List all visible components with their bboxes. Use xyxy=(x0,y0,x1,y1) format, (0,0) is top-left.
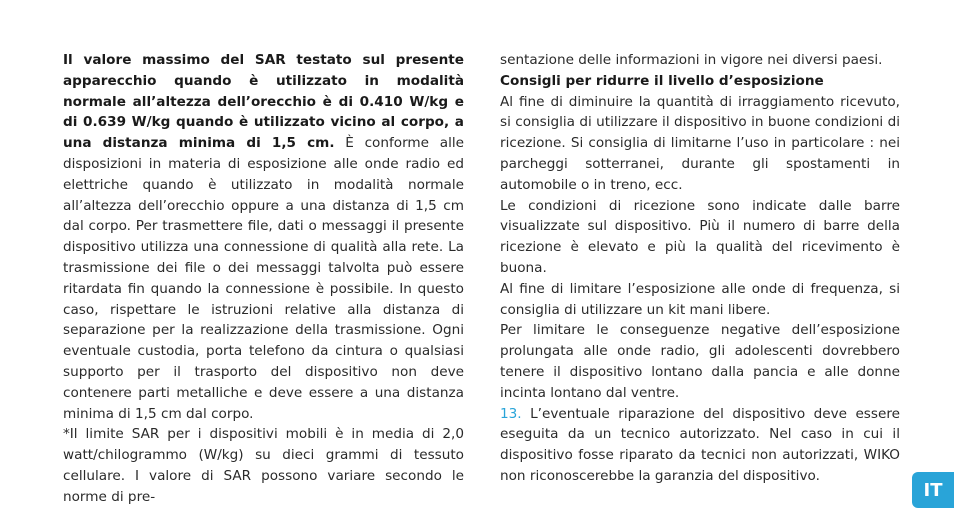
repair-paragraph xyxy=(500,404,900,487)
right-column xyxy=(500,50,900,487)
adolescents-advice: Per limitare le conseguenze negative dell’esposizione prolungata alle onde radio, gli adolescenti dovrebbero tenere il dispositivo lontano dalla pancia e alle donne incinta lontano dal ventre. xyxy=(500,322,900,401)
reception-advice: Al fine di diminuire la quantità di irraggiamento ricevuto, si consiglia di utilizzare il dispositivo in buone condizioni di ricezione. Si consiglia di limitarne l’uso in particolare : nei parcheggi sotterranei, durante gli spostamenti in automobile o in treno, ecc. xyxy=(500,93,900,193)
sar-limit-note: *Il limite SAR per i dispositivi mobili è in media di 2,0 watt/chilogrammo (W/kg) su dieci grammi di tessuto cellulare. I valore di SAR possono variare secondo le norme di pre- xyxy=(63,426,464,505)
repair-text: L’eventuale riparazione del dispositivo deve essere eseguita da un tecnico autorizzato. Nel caso in cui il dispositivo fosse riparato da tecnici non autorizzati, WIKO non riconoscerebbe la garanzia del dispositivo. xyxy=(500,405,900,484)
sar-compliance-text: È conforme alle disposizioni in materia di esposizione alle onde radio ed elettriche quando è utilizzato in modalità normale all’altezza dell’orecchio oppure a una distanza di 1,5 cm dal corpo. Per trasmettere file, dati o messaggi il presente dispositivo utilizza una connessione di qualità alla rete. La trasmissione dei file o dei messaggi talvolta può essere ritardata fin quando la connessione è possibile. In questo caso, rispettare le istruzioni relative alla distanza di separazione per la realizzazione della trasmissione. Ogni eventuale custodia, porta telefono da cintura o qualsiasi supporto per il trasporto del dispositivo non deve contenere parti metalliche e deve essere a una distanza minima di 1,5 cm dal corpo. xyxy=(63,135,465,422)
left-column xyxy=(63,50,464,508)
language-badge: IT xyxy=(912,472,954,508)
section-heading: Consigli per ridurre il livello d’esposizione xyxy=(500,72,824,89)
sar-paragraph xyxy=(63,50,464,424)
sar-limit-note-continuation: sentazione delle informazioni in vigore nei diversi paesi. xyxy=(500,52,883,68)
section-number: 13. xyxy=(500,405,522,422)
sar-value-statement: Il valore massimo del SAR testato sul presente apparecchio quando è utilizzato in modalità normale all’altezza dell’orecchio è di 0.410 W/kg e di 0.639 W/kg quando è utilizzato vicino al corpo, a una distanza minima di 1,5 cm. xyxy=(63,52,464,152)
hands-free-advice: Al fine di limitare l’esposizione alle onde di frequenza, si consiglia di utilizzare un kit mani libere. xyxy=(500,280,900,318)
signal-bars-info: Le condizioni di ricezione sono indicate dalle barre visualizzate sul dispositivo. Più il numero di barre della ricezione è elevato e più la qualità del ricevimento è buona. xyxy=(500,197,900,276)
